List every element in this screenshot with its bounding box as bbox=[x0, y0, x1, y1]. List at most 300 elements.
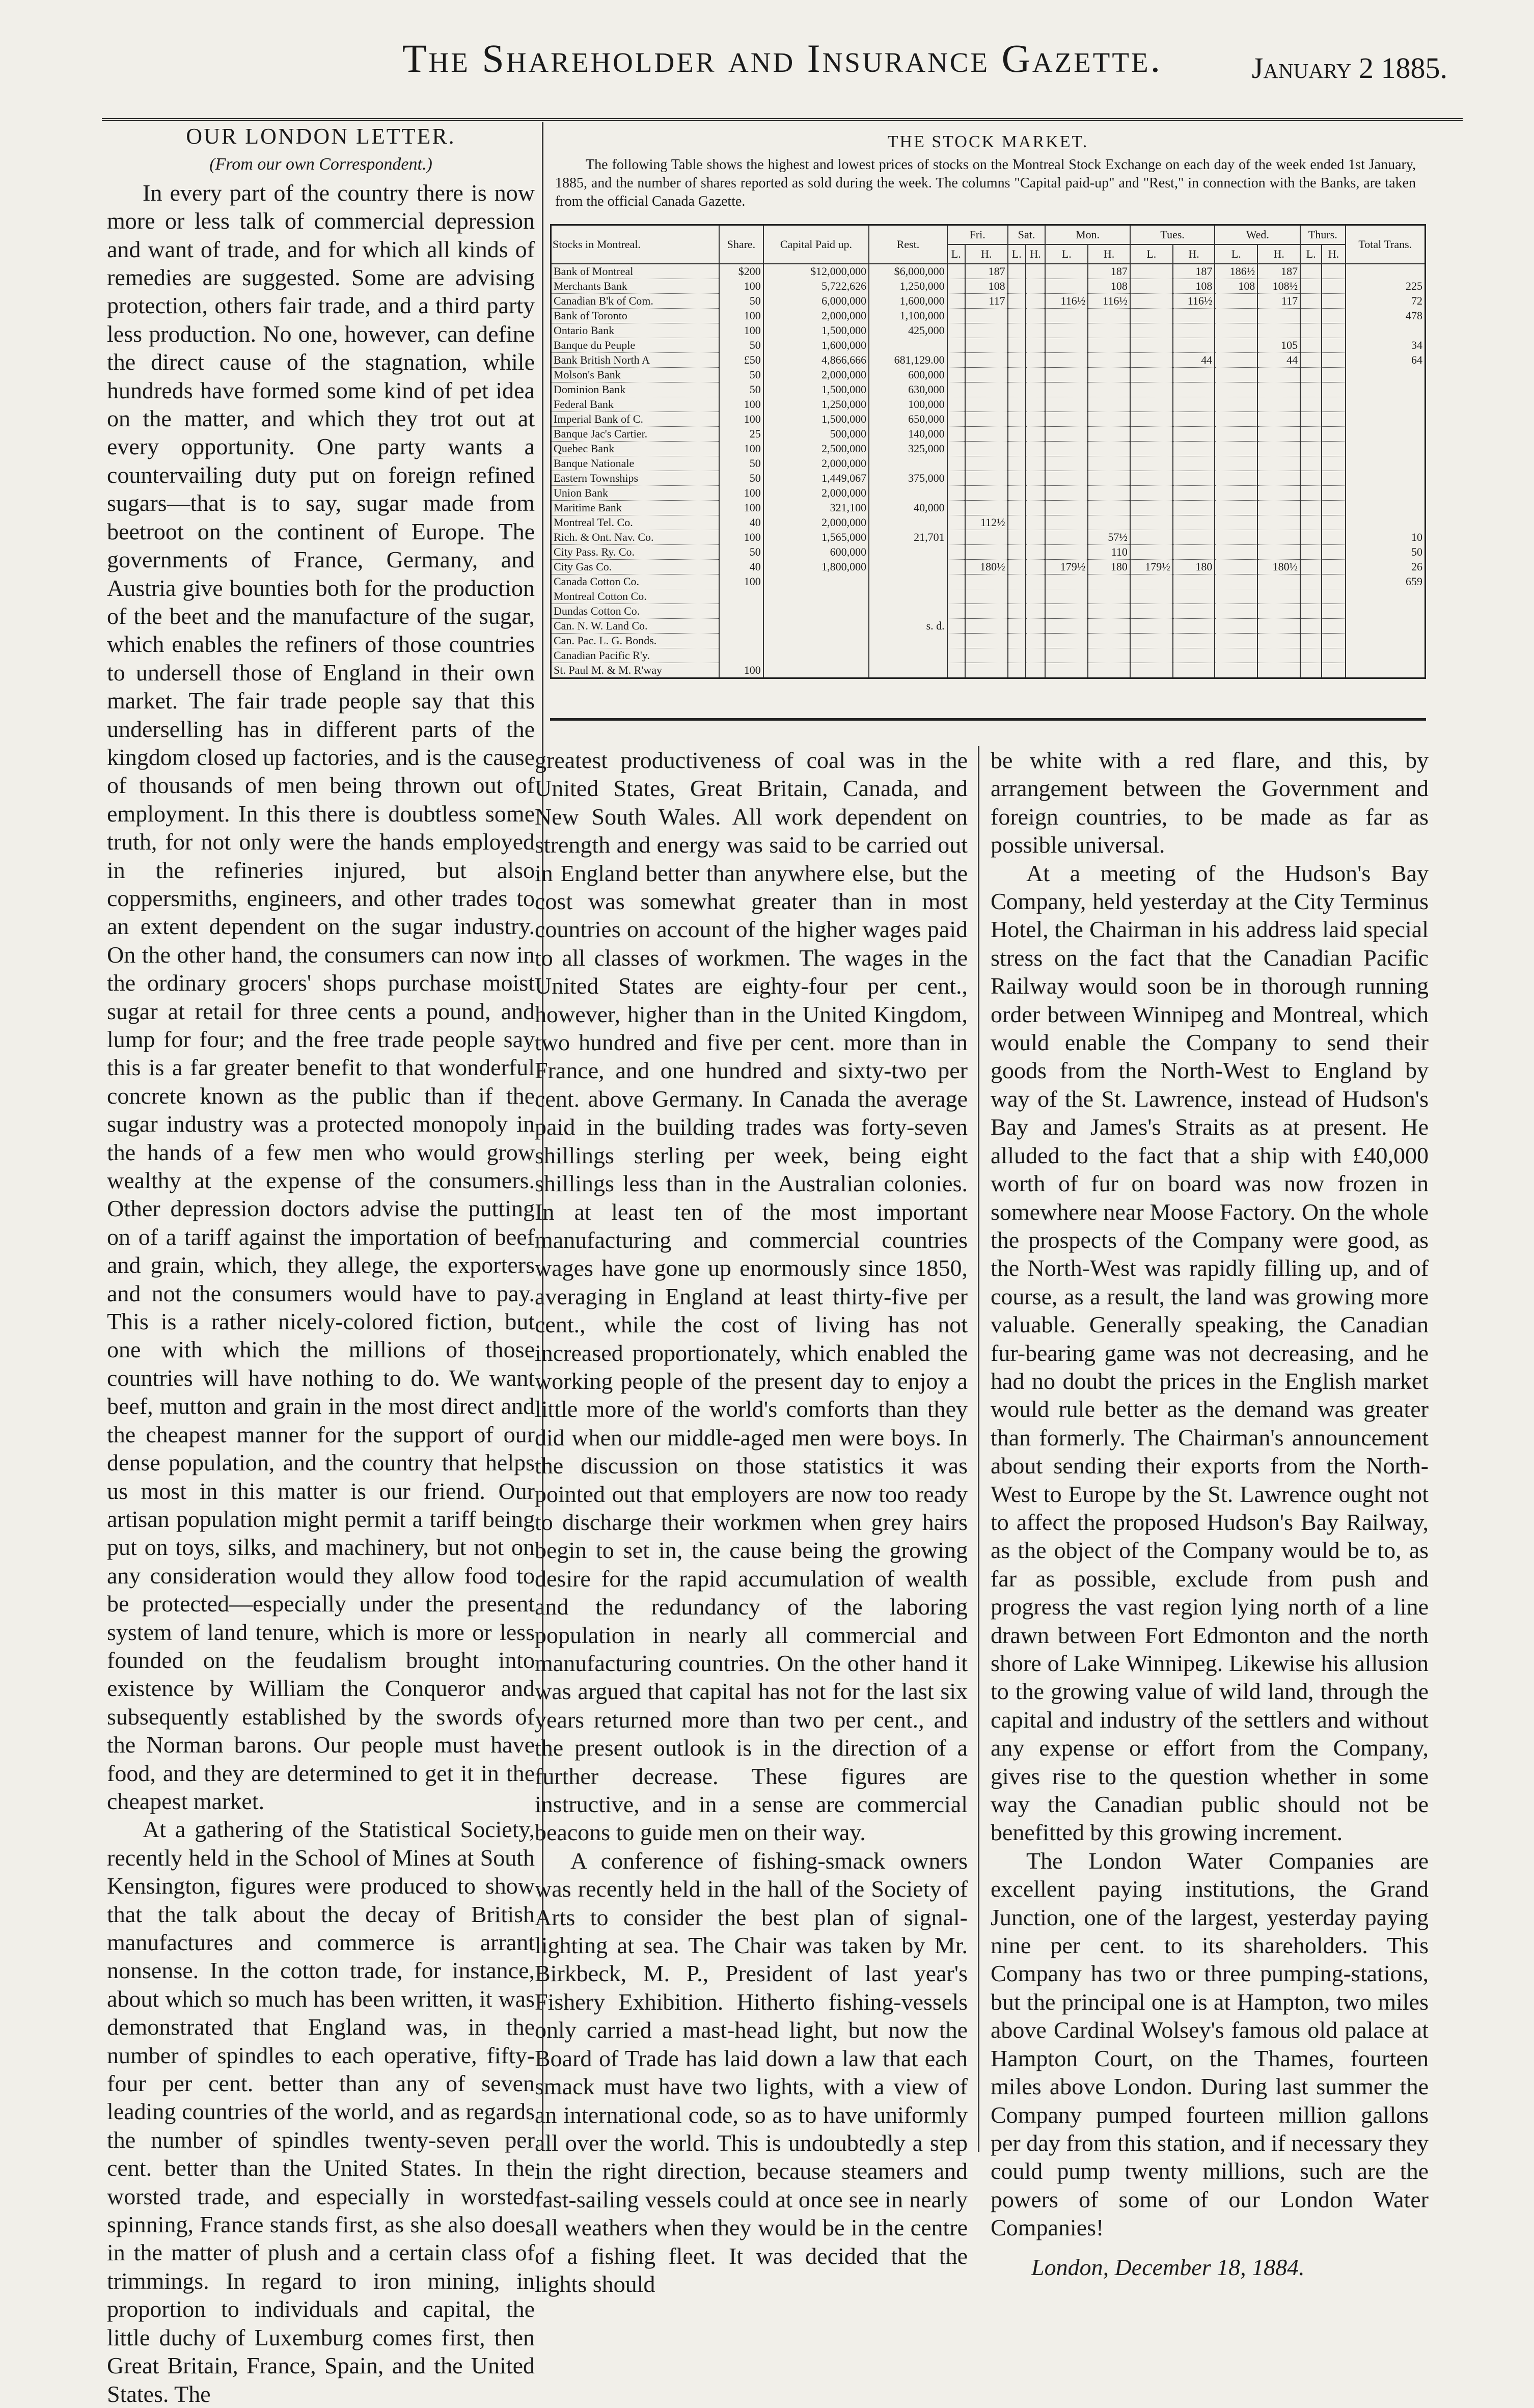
cell-mon-l bbox=[1045, 397, 1088, 412]
paragraph: A conference of fishing-smack owners was recently held in the hall of the Society of Arts to consider the best plan of signal-lighting at sea. The Chair was taken by Mr. Birkbeck, M. P., President of last year's Fishery Exhibition. Hitherto fishing-vessels only carried a mast-head light, but now the Board of Trade has laid down a law that each smack must have two lights, with a view of an international code, so as to have uniformly all over the world. This is undoubtedly a step in the right direction, because steamers and fast-sailing vessels could at once see in nearly all weathers when they would be in the centre of a fishing fleet. It was decided that the lights should bbox=[535, 1847, 968, 2297]
cell-share: 100 bbox=[719, 574, 763, 589]
cell-fri-h bbox=[965, 545, 1008, 560]
cell-fri-l bbox=[947, 338, 965, 353]
cell-thu-h bbox=[1322, 530, 1345, 545]
table-row bbox=[551, 486, 1426, 501]
cell-wed-h bbox=[1257, 412, 1300, 427]
cell-mon-l bbox=[1045, 501, 1088, 515]
cell-tue-h bbox=[1173, 619, 1215, 634]
cell-capital bbox=[763, 619, 869, 634]
cell-total: 50 bbox=[1346, 545, 1426, 560]
cell-capital: 1,500,000 bbox=[763, 382, 869, 397]
cell-mon-l bbox=[1045, 353, 1088, 368]
cell-mon-l bbox=[1045, 574, 1088, 589]
cell-rest: 650,000 bbox=[869, 412, 947, 427]
table-row bbox=[551, 279, 1426, 294]
cell-wed-h: 105 bbox=[1257, 338, 1300, 353]
cell-tue-l bbox=[1130, 515, 1173, 530]
cell-sat-l bbox=[1008, 486, 1026, 501]
header-share: Share. bbox=[719, 225, 763, 264]
cell-rest bbox=[869, 634, 947, 648]
cell-total: 478 bbox=[1346, 309, 1426, 323]
cell-sat-h bbox=[1026, 530, 1046, 545]
header-rest: Rest. bbox=[869, 225, 947, 264]
paragraph: The London Water Companies are excellent paying institutions, the Grand Junction, one of the largest, yesterday paying nine per cent. to its shareholders. This Company has two or three pumping-stations, but the principal one is at Hampton, two miles above Cardinal Wolsey's famous old palace at Hampton Court, on the Thames, fourteen miles above London. During last summer the Company pumped fourteen million gallons per day from this station, and if necessary they could pump twenty millions, such are the powers of some of our London Water Companies! bbox=[991, 1847, 1429, 2241]
paragraph: greatest productiveness of coal was in the United States, Great Britain, Canada, and New South Wales. All work dependent on strength and energy was said to be carried out in England better than anywhere else, but the cost was somewhat greater than in most countries on account of the higher wages paid to all classes of workmen. The wages in the United States are eighty-four per cent., however, higher than in the United Kingdom, two hundred and five per cent. more than in France, and one hundred and sixty-two per cent. above Germany. In Canada the average paid in the building trades was forty-seven shillings sterling per week, being eight shillings less than in the Australian colonies. In at least ten of the most important manufacturing and commercial countries wages have gone up enormously since 1850, averaging in England at least thirty-five per cent., while the cost of living has not increased proportionately, which enabled the working people of the present day to enjoy a little more of the world's comforts than they did when our middle-aged men were boys. In the discussion on those statistics it was pointed out that employers are now too ready to discharge their workmen when grey hairs begin to set in, the cause being the growing desire for the rapid accumulation of wealth and the redundancy of the laboring population in nearly all commercial and manufacturing countries. On the other hand it was argued that capital has not for the last six years returned more than two per cent., and the present outlook is in the direction of a further decrease. These figures are instructive, and in a sense are commercial beacons to guide men on their way. bbox=[535, 747, 968, 1846]
cell-name: St. Paul M. & M. R'way bbox=[551, 663, 720, 678]
cell-tue-l bbox=[1130, 309, 1173, 323]
table-row bbox=[551, 353, 1426, 368]
table-row bbox=[551, 456, 1426, 471]
cell-fri-l bbox=[947, 427, 965, 442]
cell-mon-l bbox=[1045, 338, 1088, 353]
cell-total bbox=[1346, 382, 1426, 397]
cell-tue-l bbox=[1130, 412, 1173, 427]
header-day: Tues. bbox=[1130, 225, 1215, 245]
cell-wed-l bbox=[1215, 368, 1257, 382]
cell-mon-h bbox=[1088, 427, 1130, 442]
cell-fri-l bbox=[947, 619, 965, 634]
cell-mon-l bbox=[1045, 589, 1088, 604]
cell-capital: 1,250,000 bbox=[763, 397, 869, 412]
cell-sat-l bbox=[1008, 619, 1026, 634]
cell-wed-l bbox=[1215, 427, 1257, 442]
cell-share: 50 bbox=[719, 456, 763, 471]
cell-sat-l bbox=[1008, 279, 1026, 294]
cell-wed-l: 186½ bbox=[1215, 264, 1257, 279]
table-row bbox=[551, 530, 1426, 545]
cell-mon-l bbox=[1045, 442, 1088, 456]
cell-fri-l bbox=[947, 545, 965, 560]
cell-share bbox=[719, 634, 763, 648]
cell-total bbox=[1346, 648, 1426, 663]
cell-wed-h: 44 bbox=[1257, 353, 1300, 368]
cell-thu-l bbox=[1300, 427, 1322, 442]
cell-share: 40 bbox=[719, 560, 763, 574]
cell-name: Eastern Townships bbox=[551, 471, 720, 486]
cell-rest bbox=[869, 456, 947, 471]
cell-tue-l bbox=[1130, 323, 1173, 338]
cell-total bbox=[1346, 634, 1426, 648]
table-row bbox=[551, 545, 1426, 560]
table-row bbox=[551, 442, 1426, 456]
cell-tue-h bbox=[1173, 574, 1215, 589]
cell-tue-h bbox=[1173, 397, 1215, 412]
header-low: L. bbox=[1130, 244, 1173, 264]
cell-share: 50 bbox=[719, 338, 763, 353]
cell-wed-h bbox=[1257, 574, 1300, 589]
cell-thu-l bbox=[1300, 515, 1322, 530]
cell-tue-h bbox=[1173, 323, 1215, 338]
cell-sat-h bbox=[1026, 309, 1046, 323]
cell-share: 50 bbox=[719, 368, 763, 382]
cell-sat-h bbox=[1026, 294, 1046, 309]
cell-tue-l bbox=[1130, 574, 1173, 589]
cell-sat-l bbox=[1008, 412, 1026, 427]
cell-thu-l bbox=[1300, 663, 1322, 678]
cell-share: 100 bbox=[719, 412, 763, 427]
cell-share: $200 bbox=[719, 264, 763, 279]
cell-mon-h bbox=[1088, 412, 1130, 427]
cell-total: 225 bbox=[1346, 279, 1426, 294]
cell-sat-l bbox=[1008, 442, 1026, 456]
cell-rest: s. d. bbox=[869, 619, 947, 634]
cell-mon-h bbox=[1088, 471, 1130, 486]
cell-wed-h bbox=[1257, 427, 1300, 442]
column-2 bbox=[535, 746, 968, 2297]
cell-rest: 1,600,000 bbox=[869, 294, 947, 309]
cell-rest: 1,100,000 bbox=[869, 309, 947, 323]
cell-thu-l bbox=[1300, 294, 1322, 309]
cell-thu-l bbox=[1300, 634, 1322, 648]
cell-tue-l bbox=[1130, 338, 1173, 353]
cell-name: Banque du Peuple bbox=[551, 338, 720, 353]
cell-total bbox=[1346, 501, 1426, 515]
cell-thu-l bbox=[1300, 619, 1322, 634]
cell-fri-h bbox=[965, 456, 1008, 471]
cell-tue-l bbox=[1130, 456, 1173, 471]
cell-wed-h bbox=[1257, 397, 1300, 412]
cell-name: Can. Pac. L. G. Bonds. bbox=[551, 634, 720, 648]
cell-sat-h bbox=[1026, 589, 1046, 604]
cell-sat-l bbox=[1008, 634, 1026, 648]
header-stocks: Stocks in Montreal. bbox=[551, 225, 720, 264]
cell-mon-h bbox=[1088, 486, 1130, 501]
cell-thu-h bbox=[1322, 471, 1345, 486]
cell-fri-l bbox=[947, 604, 965, 619]
cell-name: Canadian Pacific R'y. bbox=[551, 648, 720, 663]
cell-fri-l bbox=[947, 574, 965, 589]
cell-fri-l bbox=[947, 323, 965, 338]
table-row bbox=[551, 515, 1426, 530]
cell-rest: 375,000 bbox=[869, 471, 947, 486]
cell-tue-h bbox=[1173, 456, 1215, 471]
cell-wed-l bbox=[1215, 442, 1257, 456]
cell-sat-l bbox=[1008, 574, 1026, 589]
header-high: H. bbox=[965, 244, 1008, 264]
cell-name: City Pass. Ry. Co. bbox=[551, 545, 720, 560]
cell-name: Dundas Cotton Co. bbox=[551, 604, 720, 619]
cell-name: Imperial Bank of C. bbox=[551, 412, 720, 427]
cell-sat-l bbox=[1008, 338, 1026, 353]
header-day: Mon. bbox=[1045, 225, 1130, 245]
cell-fri-l bbox=[947, 515, 965, 530]
cell-capital: 2,000,000 bbox=[763, 486, 869, 501]
cell-name: Union Bank bbox=[551, 486, 720, 501]
cell-sat-h bbox=[1026, 560, 1046, 574]
cell-thu-l bbox=[1300, 382, 1322, 397]
cell-mon-h bbox=[1088, 323, 1130, 338]
cell-name: Bank of Toronto bbox=[551, 309, 720, 323]
cell-tue-l bbox=[1130, 397, 1173, 412]
cell-sat-h bbox=[1026, 264, 1046, 279]
cell-fri-h bbox=[965, 323, 1008, 338]
cell-name: Montreal Tel. Co. bbox=[551, 515, 720, 530]
cell-mon-h bbox=[1088, 634, 1130, 648]
cell-wed-l bbox=[1215, 338, 1257, 353]
cell-thu-l bbox=[1300, 412, 1322, 427]
cell-name: City Gas Co. bbox=[551, 560, 720, 574]
cell-mon-h: 116½ bbox=[1088, 294, 1130, 309]
cell-tue-h bbox=[1173, 471, 1215, 486]
cell-fri-l bbox=[947, 648, 965, 663]
cell-capital bbox=[763, 604, 869, 619]
cell-fri-h bbox=[965, 634, 1008, 648]
table-row bbox=[551, 412, 1426, 427]
cell-tue-l bbox=[1130, 368, 1173, 382]
cell-thu-l bbox=[1300, 604, 1322, 619]
cell-share: 50 bbox=[719, 471, 763, 486]
cell-wed-h: 180½ bbox=[1257, 560, 1300, 574]
cell-wed-h bbox=[1257, 456, 1300, 471]
cell-mon-h bbox=[1088, 338, 1130, 353]
cell-sat-h bbox=[1026, 368, 1046, 382]
cell-wed-h bbox=[1257, 323, 1300, 338]
table-row bbox=[551, 382, 1426, 397]
cell-mon-l bbox=[1045, 323, 1088, 338]
header-high: H. bbox=[1088, 244, 1130, 264]
cell-thu-l bbox=[1300, 530, 1322, 545]
cell-fri-h: 117 bbox=[965, 294, 1008, 309]
cell-sat-h bbox=[1026, 382, 1046, 397]
cell-share: 40 bbox=[719, 515, 763, 530]
cell-rest bbox=[869, 648, 947, 663]
cell-share: 100 bbox=[719, 442, 763, 456]
cell-fri-l bbox=[947, 560, 965, 574]
table-row bbox=[551, 309, 1426, 323]
cell-capital: 2,000,000 bbox=[763, 456, 869, 471]
cell-capital: 321,100 bbox=[763, 501, 869, 515]
cell-sat-h bbox=[1026, 648, 1046, 663]
signoff: London, December 18, 1884. bbox=[1031, 2254, 1305, 2280]
cell-name: Federal Bank bbox=[551, 397, 720, 412]
cell-tue-l bbox=[1130, 279, 1173, 294]
table-row bbox=[551, 323, 1426, 338]
cell-thu-l bbox=[1300, 545, 1322, 560]
cell-tue-h bbox=[1173, 545, 1215, 560]
cell-sat-h bbox=[1026, 279, 1046, 294]
cell-wed-l bbox=[1215, 456, 1257, 471]
cell-total bbox=[1346, 264, 1426, 279]
cell-thu-h bbox=[1322, 264, 1345, 279]
cell-sat-h bbox=[1026, 427, 1046, 442]
cell-name: Molson's Bank bbox=[551, 368, 720, 382]
cell-fri-h bbox=[965, 619, 1008, 634]
cell-thu-h bbox=[1322, 294, 1345, 309]
cell-sat-l bbox=[1008, 294, 1026, 309]
cell-fri-h bbox=[965, 604, 1008, 619]
cell-thu-h bbox=[1322, 589, 1345, 604]
cell-rest bbox=[869, 515, 947, 530]
cell-mon-h bbox=[1088, 663, 1130, 678]
cell-tue-l bbox=[1130, 382, 1173, 397]
cell-thu-h bbox=[1322, 619, 1345, 634]
cell-sat-l bbox=[1008, 323, 1026, 338]
cell-tue-h bbox=[1173, 382, 1215, 397]
cell-tue-l bbox=[1130, 663, 1173, 678]
cell-thu-l bbox=[1300, 471, 1322, 486]
cell-mon-l: 116½ bbox=[1045, 294, 1088, 309]
cell-name: Bank of Montreal bbox=[551, 264, 720, 279]
cell-sat-h bbox=[1026, 515, 1046, 530]
cell-share: 100 bbox=[719, 323, 763, 338]
cell-tue-h bbox=[1173, 338, 1215, 353]
cell-wed-l bbox=[1215, 560, 1257, 574]
cell-thu-l bbox=[1300, 264, 1322, 279]
cell-fri-h bbox=[965, 368, 1008, 382]
cell-share: £50 bbox=[719, 353, 763, 368]
column-divider bbox=[978, 746, 979, 2152]
cell-sat-l bbox=[1008, 545, 1026, 560]
cell-total bbox=[1346, 427, 1426, 442]
cell-mon-h: 187 bbox=[1088, 264, 1130, 279]
header-day: Fri. bbox=[947, 225, 1008, 245]
cell-mon-l bbox=[1045, 634, 1088, 648]
cell-mon-h bbox=[1088, 456, 1130, 471]
cell-fri-l bbox=[947, 279, 965, 294]
cell-thu-h bbox=[1322, 515, 1345, 530]
cell-total: 34 bbox=[1346, 338, 1426, 353]
cell-capital bbox=[763, 574, 869, 589]
cell-share: 25 bbox=[719, 427, 763, 442]
cell-fri-l bbox=[947, 456, 965, 471]
cell-sat-l bbox=[1008, 604, 1026, 619]
cell-capital: 2,000,000 bbox=[763, 368, 869, 382]
cell-mon-h bbox=[1088, 604, 1130, 619]
cell-tue-h bbox=[1173, 368, 1215, 382]
header-low: L. bbox=[947, 244, 965, 264]
cell-mon-h bbox=[1088, 309, 1130, 323]
cell-sat-l bbox=[1008, 427, 1026, 442]
cell-sat-l bbox=[1008, 515, 1026, 530]
cell-thu-h bbox=[1322, 648, 1345, 663]
cell-sat-l bbox=[1008, 663, 1026, 678]
column-1 bbox=[107, 122, 535, 2407]
paragraph: be white with a red flare, and this, by arrangement between the Government and foreign countries, to be made as far as possible universal. bbox=[991, 747, 1429, 858]
cell-mon-l bbox=[1045, 545, 1088, 560]
cell-wed-l bbox=[1215, 323, 1257, 338]
cell-capital: 1,600,000 bbox=[763, 338, 869, 353]
cell-thu-l bbox=[1300, 648, 1322, 663]
cell-wed-h bbox=[1257, 309, 1300, 323]
cell-fri-h bbox=[965, 338, 1008, 353]
stock-market-heading: THE STOCK MARKET. bbox=[887, 132, 1089, 151]
cell-mon-h bbox=[1088, 353, 1130, 368]
cell-tue-l bbox=[1130, 353, 1173, 368]
cell-share bbox=[719, 648, 763, 663]
table-row bbox=[551, 501, 1426, 515]
table-row bbox=[551, 397, 1426, 412]
cell-wed-l bbox=[1215, 501, 1257, 515]
cell-sat-h bbox=[1026, 619, 1046, 634]
cell-mon-h: 108 bbox=[1088, 279, 1130, 294]
cell-tue-h: 108 bbox=[1173, 279, 1215, 294]
cell-mon-h bbox=[1088, 574, 1130, 589]
cell-thu-h bbox=[1322, 574, 1345, 589]
cell-sat-l bbox=[1008, 382, 1026, 397]
cell-rest: 425,000 bbox=[869, 323, 947, 338]
cell-share: 100 bbox=[719, 279, 763, 294]
paragraph: At a meeting of the Hudson's Bay Company, held yesterday at the City Terminus Hotel, the Chairman in his address laid special stress on the fact that the Canadian Pacific Railway would soon be in thorough running order between Winnipeg and Montreal, which would enable the Company to send their goods from the North-West to England by way of the St. Lawrence, instead of Hudson's Bay and James's Straits as at present. He alluded to the fact that a ship with £40,000 worth of fur on board was now frozen in somewhere near Moose Factory. On the whole the prospects of the Company were good, as the North-West was rapidly filling up, and of course, as a result, the land was growing more valuable. Generally speaking, the Canadian fur-bearing game was not decreasing, and he had no doubt the prices in the English market would rule better as the demand was greater than formerly. The Chairman's announcement about sending their exports from the North-West to Europe by the St. Lawrence ought not to affect the proposed Hudson's Bay Railway, as the object of the Company would be to, as far as possible, exclude from push and progress the vast region lying north of a line drawn between Fort Edmonton and the north shore of Lake Winnipeg. Likewise his allusion to the growing value of wild land, through the capital and industry of the settlers and without any expense or effort from the Company, gives rise to the question whether in some way the Canadian public should not be benefitted by this growing increment. bbox=[991, 860, 1429, 1846]
cell-rest: 630,000 bbox=[869, 382, 947, 397]
cell-mon-h bbox=[1088, 619, 1130, 634]
cell-mon-l bbox=[1045, 264, 1088, 279]
stock-market-rule bbox=[550, 718, 1426, 721]
cell-rest: 40,000 bbox=[869, 501, 947, 515]
cell-name: Montreal Cotton Co. bbox=[551, 589, 720, 604]
table-row bbox=[551, 560, 1426, 574]
cell-name: Bank British North A bbox=[551, 353, 720, 368]
cell-capital: 600,000 bbox=[763, 545, 869, 560]
cell-thu-l bbox=[1300, 353, 1322, 368]
column-3 bbox=[991, 746, 1429, 2280]
cell-wed-l bbox=[1215, 412, 1257, 427]
cell-capital: 2,000,000 bbox=[763, 309, 869, 323]
header-low: L. bbox=[1008, 244, 1026, 264]
cell-thu-h bbox=[1322, 604, 1345, 619]
cell-sat-l bbox=[1008, 353, 1026, 368]
cell-wed-l bbox=[1215, 648, 1257, 663]
cell-tue-h bbox=[1173, 634, 1215, 648]
cell-tue-l bbox=[1130, 648, 1173, 663]
table-row bbox=[551, 427, 1426, 442]
cell-tue-l bbox=[1130, 545, 1173, 560]
cell-rest bbox=[869, 574, 947, 589]
cell-fri-h bbox=[965, 471, 1008, 486]
masthead-title: The Shareholder and Insurance Gazette. bbox=[402, 36, 1163, 80]
cell-total bbox=[1346, 619, 1426, 634]
cell-share: 100 bbox=[719, 530, 763, 545]
cell-wed-h bbox=[1257, 663, 1300, 678]
cell-fri-h bbox=[965, 442, 1008, 456]
cell-mon-l bbox=[1045, 648, 1088, 663]
cell-tue-h bbox=[1173, 648, 1215, 663]
cell-sat-l bbox=[1008, 530, 1026, 545]
cell-name: Rich. & Ont. Nav. Co. bbox=[551, 530, 720, 545]
paragraph: At a gathering of the Statistical Society, recently held in the School of Mines at South Kensington, figures were produced to show that the talk about the decay of British manufactures and commerce is arrant nonsense. In the cotton trade, for instance, about which so much has been written, it was demonstrated that England was, in the number of spindles to each operative, fifty-four per cent. better than any of seven leading countries of the world, and as regards the number of spindles twenty-seven per cent. better than the United States. In the worsted trade, and especially in worsted spinning, France stands first, as she also does in the matter of plush and a certain class of trimmings. In regard to iron mining, in proportion to individuals and capital, the little duchy of Luxemburg comes first, then Great Britain, France, Spain, and the United States. The bbox=[107, 1816, 535, 2407]
cell-sat-l bbox=[1008, 368, 1026, 382]
cell-tue-l bbox=[1130, 427, 1173, 442]
cell-thu-h bbox=[1322, 353, 1345, 368]
cell-wed-h bbox=[1257, 619, 1300, 634]
cell-wed-l bbox=[1215, 515, 1257, 530]
cell-sat-h bbox=[1026, 545, 1046, 560]
cell-fri-h bbox=[965, 427, 1008, 442]
cell-fri-h bbox=[965, 397, 1008, 412]
header-high: H. bbox=[1173, 244, 1215, 264]
cell-fri-l bbox=[947, 382, 965, 397]
cell-rest bbox=[869, 560, 947, 574]
cell-sat-h bbox=[1026, 456, 1046, 471]
cell-fri-l bbox=[947, 264, 965, 279]
cell-rest: 1,250,000 bbox=[869, 279, 947, 294]
cell-fri-l bbox=[947, 486, 965, 501]
cell-sat-l bbox=[1008, 264, 1026, 279]
cell-sat-h bbox=[1026, 471, 1046, 486]
cell-mon-l bbox=[1045, 456, 1088, 471]
cell-rest: 600,000 bbox=[869, 368, 947, 382]
cell-wed-h bbox=[1257, 648, 1300, 663]
cell-share: 100 bbox=[719, 309, 763, 323]
cell-tue-h bbox=[1173, 515, 1215, 530]
cell-rest: 325,000 bbox=[869, 442, 947, 456]
cell-total bbox=[1346, 589, 1426, 604]
cell-name: Canada Cotton Co. bbox=[551, 574, 720, 589]
cell-mon-l bbox=[1045, 368, 1088, 382]
cell-thu-h bbox=[1322, 501, 1345, 515]
cell-sat-h bbox=[1026, 663, 1046, 678]
cell-thu-h bbox=[1322, 412, 1345, 427]
